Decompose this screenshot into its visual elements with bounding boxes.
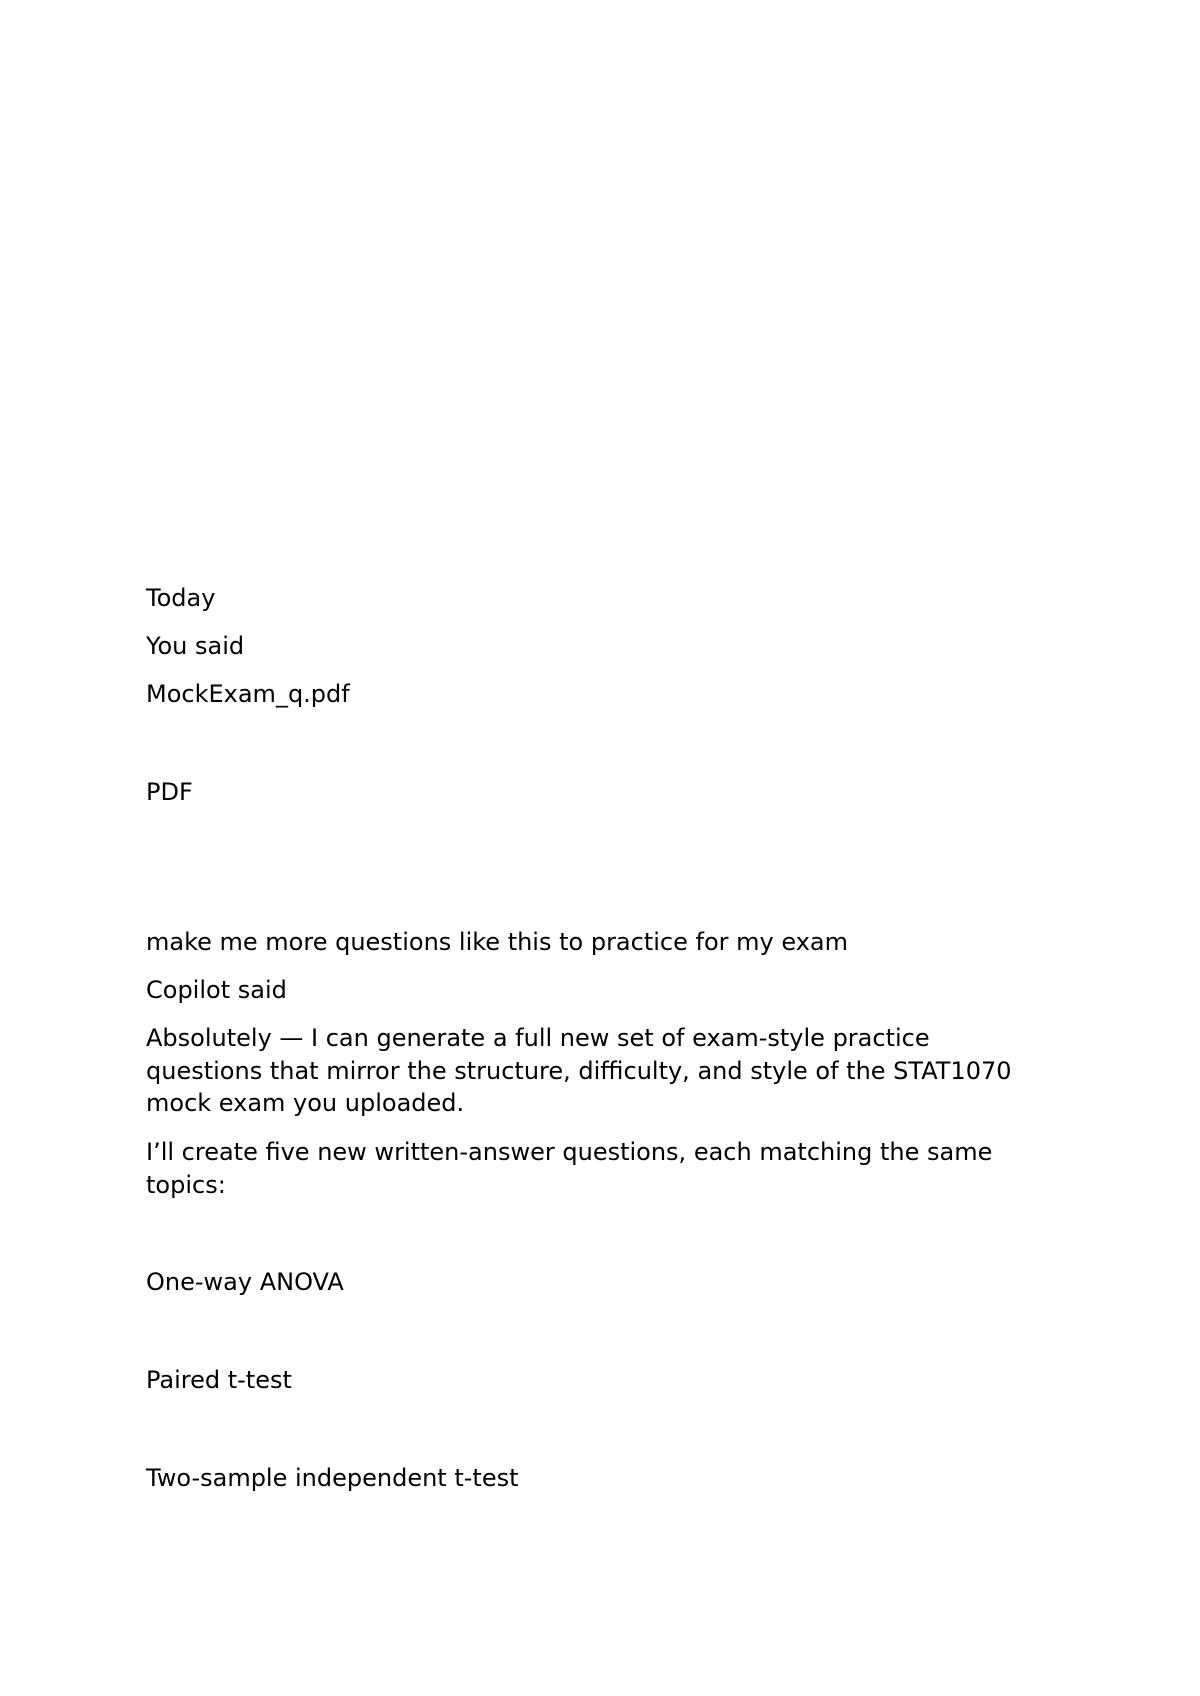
assistant-paragraph: I’ll create five new written-answer questions, each matching the same topics: <box>146 1138 993 1199</box>
topic-item: One-way ANOVA <box>146 1268 344 1296</box>
assistant-label: Copilot said <box>146 976 287 1004</box>
topic-item: Two-sample independent t-test <box>146 1464 519 1492</box>
topic-item: Paired t-test <box>146 1366 292 1394</box>
user-label: You said <box>146 632 245 660</box>
user-message: make me more questions like this to practice for my exam <box>146 928 848 956</box>
date-label: Today <box>146 584 216 612</box>
attachment-type: PDF <box>146 778 193 806</box>
attachment-filename[interactable]: MockExam_q.pdf <box>146 680 350 708</box>
assistant-paragraph: Absolutely — I can generate a full new set of exam-style practice questions that mirror the structure, difficulty, and style of the STAT1070 mock exam you uploaded. <box>146 1024 1012 1117</box>
